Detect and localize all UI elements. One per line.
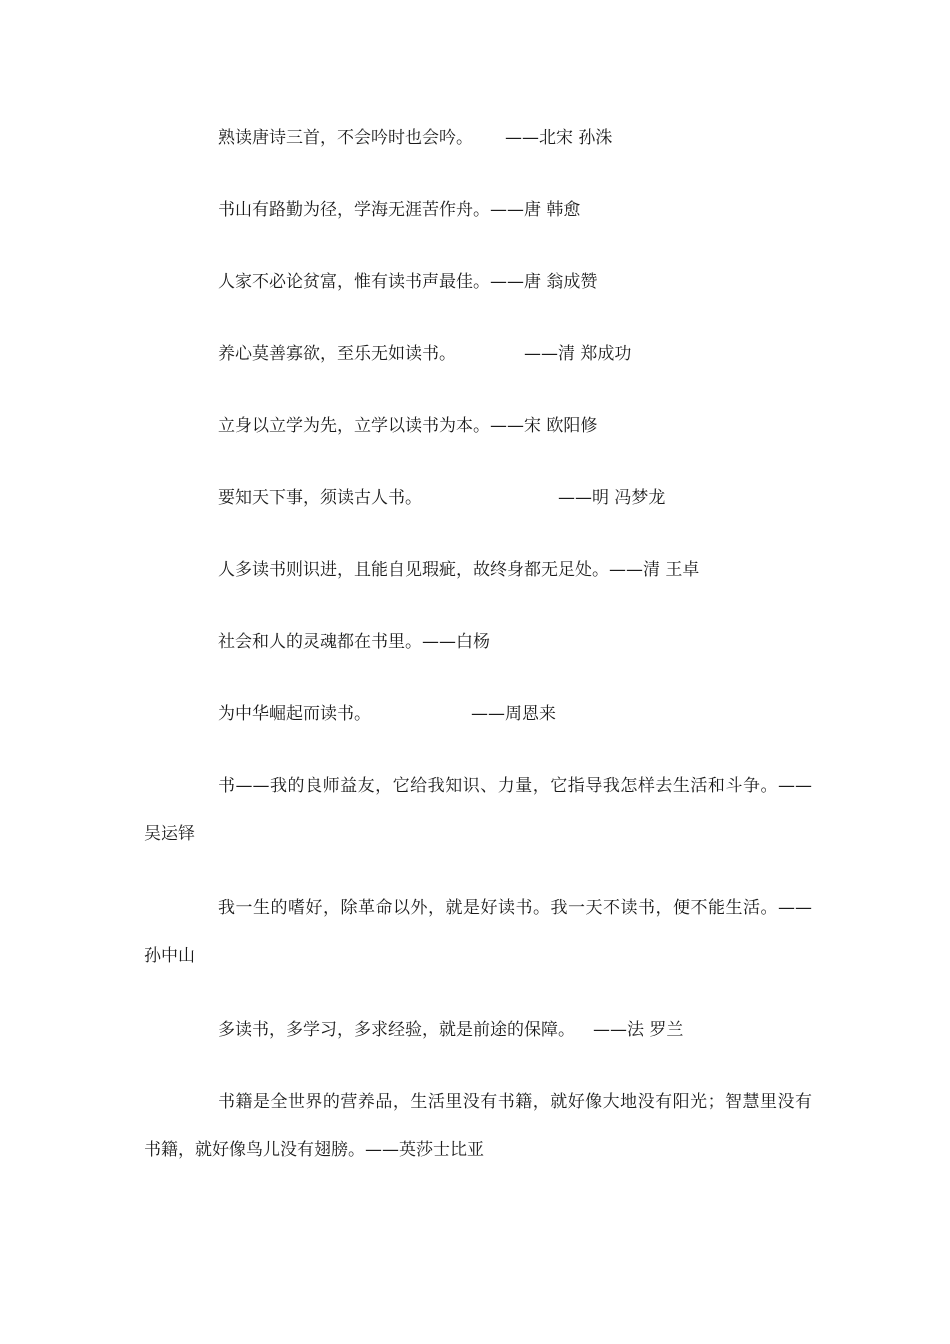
quote-text: 立身以立学为先，立学以读书为本。 — [218, 416, 490, 436]
quote-text: 熟读唐诗三首，不会吟时也会吟。 — [218, 128, 473, 148]
quote-line — [218, 1018, 683, 1042]
quote-line — [218, 486, 665, 510]
quote-line — [218, 342, 631, 366]
quote-attribution: ——周恩来 — [471, 704, 556, 724]
quote-text: 养心莫善寡欲，至乐无如读书。 — [218, 344, 456, 364]
quote-text: 社会和人的灵魂都在书里。 — [218, 632, 422, 652]
quote-attribution: ——白杨 — [422, 632, 490, 652]
quote-paragraph — [144, 884, 812, 980]
quote-line — [218, 198, 580, 222]
quote-attribution: ——唐 韩愈 — [490, 200, 581, 220]
quote-attribution: ——清 郑成功 — [524, 344, 632, 364]
quote-paragraph — [144, 762, 812, 858]
quote-line — [218, 558, 699, 582]
quote-attribution: ——吴运铎 — [144, 776, 812, 844]
quote-attribution: ——法 罗兰 — [593, 1020, 684, 1040]
quote-line — [218, 414, 597, 438]
quote-text: 书——我的良师益友，它给我知识、力量，它指导我怎样去生活和斗争。 — [218, 776, 778, 796]
quote-text: 书山有路勤为径，学海无涯苦作舟。 — [218, 200, 490, 220]
quote-text: 我一生的嗜好，除革命以外，就是好读书。我一天不读书，便不能生活。 — [218, 898, 778, 918]
quote-text: 多读书，多学习，多求经验，就是前途的保障。 — [218, 1020, 575, 1040]
quote-attribution: ——宋 欧阳修 — [490, 416, 598, 436]
quote-line — [218, 702, 556, 726]
quote-text: 要知天下事，须读古人书。 — [218, 488, 422, 508]
quote-line — [218, 126, 612, 150]
quote-attribution: ——北宋 孙洙 — [505, 128, 613, 148]
quote-attribution: ——明 冯梦龙 — [558, 488, 666, 508]
quote-text: 书籍是全世界的营养品，生活里没有书籍，就好像大地没有阳光；智慧里没有书籍，就好像鸟儿没有翅膀。 — [144, 1092, 812, 1160]
quote-text: 为中华崛起而读书。 — [218, 704, 371, 724]
quote-attribution: ——清 王卓 — [609, 560, 700, 580]
quote-attribution: ——孙中山 — [144, 898, 812, 966]
quote-text: 人家不必论贫富，惟有读书声最佳。 — [218, 272, 490, 292]
quote-line — [218, 630, 490, 654]
quote-line — [218, 270, 597, 294]
quote-paragraph — [144, 1078, 812, 1174]
quote-text: 人多读书则识进，且能自见瑕疵，故终身都无足处。 — [218, 560, 609, 580]
quote-attribution: ——英莎士比亚 — [365, 1140, 484, 1160]
quote-attribution: ——唐 翁成赞 — [490, 272, 598, 292]
